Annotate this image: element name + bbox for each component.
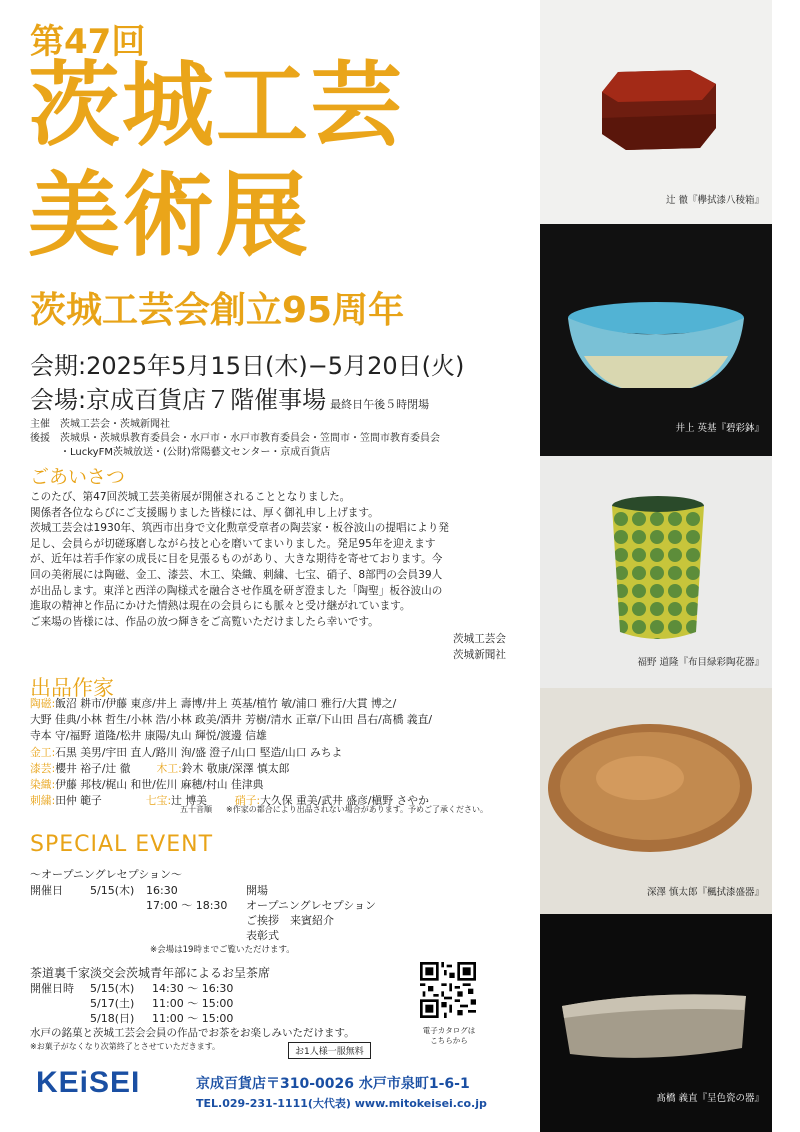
event-time-2: 17:00 〜 18:30 xyxy=(146,899,228,912)
host-text: 茨城工芸会・茨城新聞社 xyxy=(60,419,170,430)
tea-date: 5/15(木) xyxy=(90,982,135,995)
work-caption-1: 辻 徹『欅拭漆八稜箱』 xyxy=(665,195,764,206)
artists-ceramics-2: 大野 佳典/小林 哲生/小林 浩/小林 政美/酒井 芳樹/清水 正章/下山田 昌右/髙橋 義直/ xyxy=(30,713,433,727)
main-title-line-2: 美術展 xyxy=(28,162,311,269)
tea-time: 14:30 〜 16:30 xyxy=(152,982,234,995)
tea-description: 水戸の銘菓と茨城工芸会会員の作品でお茶をお楽しみいただけます。 xyxy=(30,1027,355,1039)
event-subtitle: 〜オープニングレセプション〜 xyxy=(30,868,183,881)
greeting-line: 進取の精神と作品にかけた情熱は現在の会員らにも脈々と受け継がれています。 xyxy=(30,600,411,613)
category-cloisonne: 七宝: xyxy=(145,794,172,808)
tea-time: 11:00 〜 15:00 xyxy=(152,997,234,1010)
work-caption-4: 深澤 慎太郎『楓拭漆盛器』 xyxy=(646,887,764,898)
artists-ceramics-3: 寺本 守/福野 道隆/松井 康陽/丸山 輝悦/渡邊 信雄 xyxy=(30,729,267,743)
order-note: 五十音順 xyxy=(180,805,212,814)
artists-glass: 大久保 重美/武井 盛彦/槇野 さやか xyxy=(260,794,429,808)
event-desc-1: 開場 xyxy=(246,884,268,897)
event-date-label: 開催日 xyxy=(30,884,63,897)
greeting-line: ご来場の皆様には、作品の放つ輝きをご高覧いただけましたら幸いです。 xyxy=(30,615,379,628)
work-panel-4 xyxy=(540,688,772,914)
exhibition-period: 会期:2025年5月15日(木)−5月20日(火) xyxy=(30,352,465,380)
event-desc-2: オープニングレセプション xyxy=(246,899,377,912)
subtitle: 茨城工芸会創立95周年 xyxy=(30,290,405,331)
store-tel-url: TEL.029-231-1111(大代表) www.mitokeisei.co.jp xyxy=(196,1097,487,1110)
greeting-body xyxy=(30,490,510,630)
category-wood: 木工: xyxy=(156,761,182,775)
organizers xyxy=(30,418,530,460)
tea-schedule xyxy=(30,981,233,1026)
edition-label: 第47回 xyxy=(30,22,146,62)
main-title-line-1: 茨城工芸 xyxy=(28,52,405,159)
tea-date: 5/17(土) xyxy=(90,997,135,1010)
store-name: 京成百貨店 xyxy=(196,1076,266,1092)
work-panel-5 xyxy=(540,914,772,1132)
greeting-line: が、近年は若手作家の成長に目を見張るものがあり、大きな期待を寄せております。今 xyxy=(30,553,443,566)
work-panel-2 xyxy=(540,224,772,456)
qr-caption xyxy=(416,1026,482,1046)
category-ceramics: 陶磁: xyxy=(30,697,56,710)
artists-notes xyxy=(180,804,488,815)
event-note: ※会場は19時までご覧いただけます。 xyxy=(150,945,295,955)
event-date: 5/15(木) xyxy=(90,884,135,897)
event-desc-4: 表彰式 xyxy=(246,929,279,942)
tea-time: 11:00 〜 15:00 xyxy=(152,1012,234,1025)
artists-lacquer: 櫻井 裕子/辻 徹 xyxy=(55,761,131,775)
venue-note: 最終日午後５時閉場 xyxy=(330,398,430,411)
event-desc-3: ご挨拶 来賓紹介 xyxy=(246,914,334,927)
page-edge xyxy=(772,0,800,1132)
qr-code[interactable] xyxy=(420,962,476,1018)
category-embroidery: 刺繍: xyxy=(30,794,56,808)
event-schedule xyxy=(30,883,376,943)
venue-text: 会場:京成百貨店７階催事場 xyxy=(30,386,327,414)
greeting-title: ごあいさつ xyxy=(30,466,126,488)
tea-note: ※お菓子がなくなり次第終了とさせていただきます。 xyxy=(30,1042,221,1051)
greeting-line: 足し、会員らが切磋琢磨しながら技と心を磨いてまいりました。発足95年を迎えます xyxy=(30,537,436,550)
work-caption-5: 髙橋 義直『呈色瓷の器』 xyxy=(656,1093,764,1104)
support-label: 後援 xyxy=(30,433,50,444)
artists-cloisonne: 辻 博美 xyxy=(171,794,207,808)
host-label: 主催 xyxy=(30,419,50,430)
free-tea-badge: お1人様一服無料 xyxy=(288,1042,371,1059)
artists-title: 出品作家 xyxy=(30,676,114,700)
artists-dye: 伊藤 邦枝/梶山 和世/佐川 麻穂/村山 佳津典 xyxy=(55,778,264,792)
greeting-line: 茨城工芸会は1930年、筑西市出身で文化勲章受章者の陶芸家・板谷波山の提唱により発 xyxy=(30,522,449,535)
artists-ceramics-1: 飯沼 耕市/伊藤 東彦/井上 壽博/井上 英基/植竹 敏/浦口 雅行/大貫 博之/ xyxy=(55,697,397,710)
signature-1: 茨城工芸会 xyxy=(453,633,506,645)
category-glass: 硝子: xyxy=(234,794,261,808)
artists-metal: 石黒 美男/宇田 直人/路川 洵/盛 澄子/山口 堅造/山口 みちよ xyxy=(55,745,343,759)
work-panel-3 xyxy=(540,456,772,688)
tea-label: 開催日時 xyxy=(30,982,74,995)
artists-embroidery: 田仲 範子 xyxy=(55,794,102,808)
work-caption-2: 井上 英基『碧彩鉢』 xyxy=(675,423,764,434)
tea-ceremony-title: 茶道裏千家淡交会茨城青年部によるお呈茶席 xyxy=(30,966,271,980)
greeting-line: 回の美術展には陶磁、金工、漆芸、木工、染織、刺繍、七宝、硝子、8部門の会員39人 xyxy=(30,568,443,581)
category-metal: 金工: xyxy=(30,745,56,759)
display-note: ※作家の都合により出品されない場合があります。予めご了承ください。 xyxy=(226,805,489,814)
work-panel-1 xyxy=(540,0,772,224)
wooden-tray-image xyxy=(540,688,772,914)
greeting-line: が出品します。東洋と西洋の陶様式を融合させ作風を研ぎ澄ました「陶聖」板谷波山の xyxy=(30,584,443,597)
octagonal-box-image xyxy=(540,0,772,224)
tea-date: 5/18(日) xyxy=(90,1012,135,1025)
event-time-1: 16:30 xyxy=(146,884,178,897)
qr-caption-line-2: こちらから xyxy=(430,1036,468,1045)
category-lacquer: 漆芸: xyxy=(30,761,56,775)
signature-2: 茨城新聞社 xyxy=(453,649,506,661)
greeting-line: このたび、第47回茨城工芸美術展が開催されることとなりました。 xyxy=(30,491,351,503)
exhibition-venue xyxy=(30,380,429,415)
special-event-title: SPECIAL EVENT xyxy=(30,832,214,857)
greeting-line: 関係者各位ならびにご支援賜りました皆様には、厚く御礼申し上げます。 xyxy=(30,506,379,519)
store-address: 〒310-0026 水戸市泉町1-6-1 xyxy=(266,1076,470,1092)
work-caption-3: 福野 道隆『布目緑彩陶花器』 xyxy=(637,657,764,668)
support-text-2: ・LuckyFM茨城放送・(公財)常陽藝文センター・京成百貨店 xyxy=(60,447,331,458)
category-dye: 染織: xyxy=(30,778,56,792)
keisei-logo: KEiSEI xyxy=(36,1066,141,1099)
artists-wood: 鈴木 敬康/深澤 慎太郎 xyxy=(181,761,290,775)
qr-caption-line-1: 電子カタログは xyxy=(422,1026,476,1035)
artists-list xyxy=(30,696,520,809)
works-column xyxy=(540,0,772,1132)
support-text-1: 茨城県・茨城県教育委員会・水戸市・水戸市教育委員会・笠間市・笠間市教育委員会 xyxy=(60,433,440,444)
